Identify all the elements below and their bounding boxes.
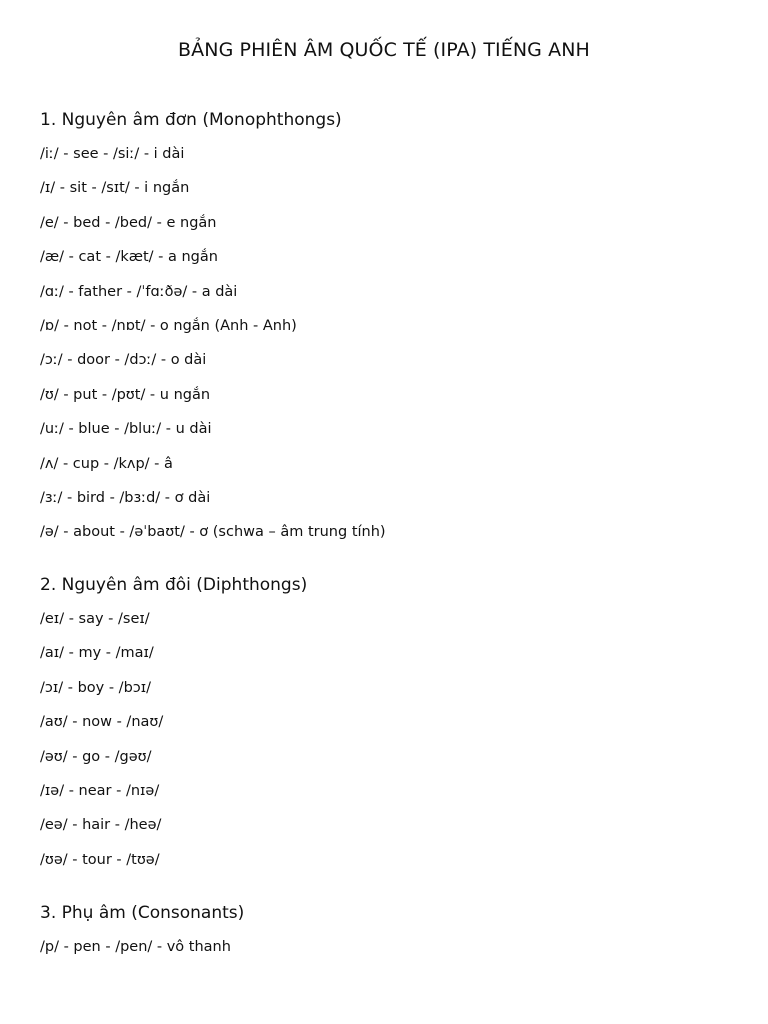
list-item: /ʊ/ - put - /pʊt/ - u ngắn [40,386,211,403]
list-item: /ɜː/ - bird - /bɜːd/ - ơ dài [40,489,211,506]
list-item: /iː/ - see - /siː/ - i dài [40,146,185,162]
section-heading-consonants: 3. Phụ âm (Consonants) [40,903,245,923]
list-item: /ɑː/ - father - /ˈfɑːðə/ - a dài [40,283,238,300]
list-item: /uː/ - blue - /bluː/ - u dài [40,421,212,438]
list-item: /eə/ - hair - /heə/ [40,817,162,834]
list-item: /əʊ/ - go - /gəʊ/ [40,748,152,765]
list-item: /eɪ/ - say - /seɪ/ [40,611,150,627]
list-item: /ɔː/ - door - /dɔː/ - o dài [40,352,207,369]
list-item: /p/ - pen - /pen/ - vô thanh [40,939,231,955]
list-item: /ɒ/ - not - /nɒt/ - o ngắn (Anh - Anh) [40,317,297,334]
consonant-list [40,937,231,971]
list-item: /ɔɪ/ - boy - /bɔɪ/ [40,679,152,696]
list-item: /ʌ/ - cup - /kʌp/ - â [40,455,173,472]
list-item: /e/ - bed - /bed/ - e ngắn [40,214,217,231]
page-title: BẢNG PHIÊN ÂM QUỐC TẾ (IPA) TIẾNG ANH [178,39,590,61]
list-item: /aɪ/ - my - /maɪ/ [40,645,154,662]
list-item: /ɪə/ - near - /nɪə/ [40,782,160,799]
monophthong-list [40,144,386,557]
diphthong-list [40,609,163,884]
list-item: /aʊ/ - now - /naʊ/ [40,714,164,731]
list-item: /æ/ - cat - /kæt/ - a ngắn [40,249,218,266]
list-item: /ɪ/ - sit - /sɪt/ - i ngắn [40,180,190,197]
section-heading-diphthongs: 2. Nguyên âm đôi (Diphthongs) [40,575,308,595]
section-heading-monophthongs: 1. Nguyên âm đơn (Monophthongs) [40,110,342,130]
list-item: /ʊə/ - tour - /tʊə/ [40,851,160,868]
list-item: /ə/ - about - /əˈbaʊt/ - ơ (schwa – âm trung tính) [40,524,386,541]
